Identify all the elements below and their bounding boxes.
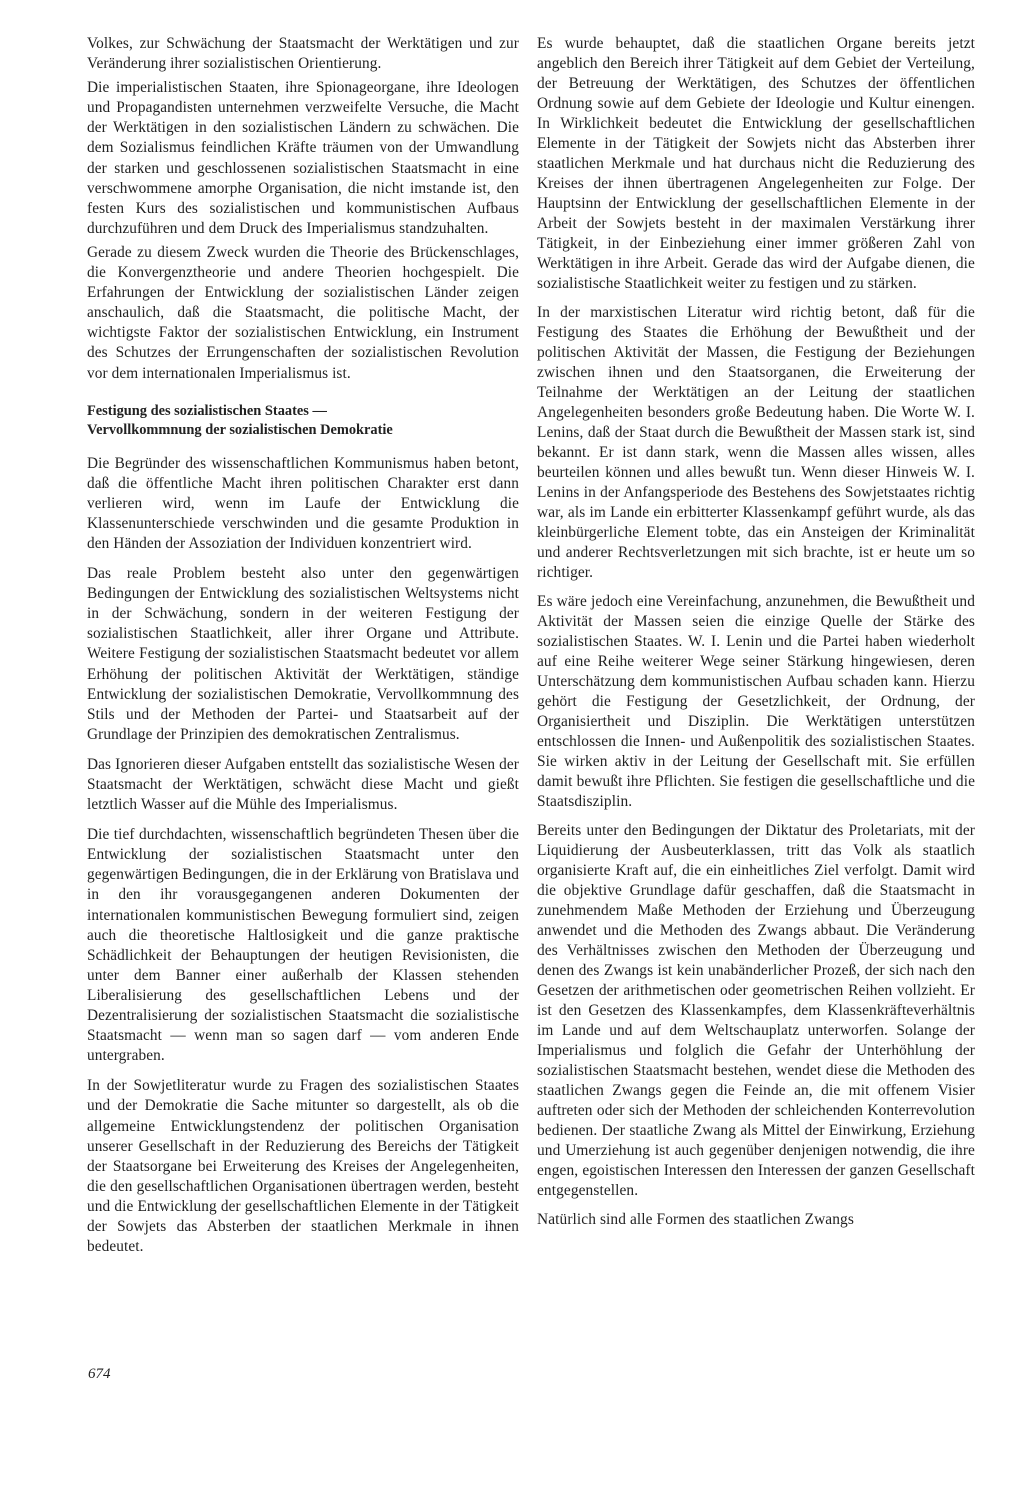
- paragraph: In der marxistischen Literatur wird richtig betont, daß für die Festigung des Staates die Erhöhung der Bewußtheit und der politischen Aktivität der Massen, die Festigung der Beziehungen zwischen ihnen und den Staatsorganen, die Erweiterung der Teilnahme der Werktätigen an der Leitung der staatlichen Angelegenheiten besonders große Bedeutung haben. Die Worte W. I. Lenins, daß der Staat durch die Bewußtheit der Massen stark ist, sind bekannt. Er ist dann stark, wenn die Massen alles wissen, alles beurteilen können und alles bewußt tun. Wenn dieser Hinweis W. I. Lenins in der Anfangsperiode des Bestehens des Sowjetstaates richtig war, als im Lande ein erbitterter Klassenkampf geführt wurde, als das kleinbürgerliche Element tobte, das ein Ansteigen der Kriminalität und anderer Rechtsverletzungen mit sich brachte, ist er heute um so richtiger.: [537, 304, 975, 581]
- paragraph: Gerade zu diesem Zweck wurden die Theorie des Brückenschlages, die Konvergenztheorie und andere Theorien hochgespielt. Die Erfahrungen der Entwicklung der sozialistischen Länder zeigen anschaulich, daß die Staatsmacht, die politische Macht, der wichtigste Faktor der sozialistischen Entwicklung, ein Instrument des Schutzes der Errungenschaften der sozialistischen Revolution vor dem internationalen Imperialismus ist.: [87, 243, 519, 382]
- section-heading-line-2: Vervollkommnung der sozialistischen Demokratie: [87, 421, 393, 438]
- paragraph: Die imperialistischen Staaten, ihre Spionageorgane, ihre Ideologen und Propagandisten unternehmen verzweifelte Versuche, die Macht der Werktätigen in den sozialistischen Ländern zu schwächen. Die dem Sozialismus feindlichen Kräfte träumen von der Umwandlung der starken und geschlossenen sozialistischen Staatsmacht in eine verschwommene amorphe Organisation, die nicht imstande ist, den festen Kurs des sozialistischen und kommunistischen Aufbaus durchzuführen und dem Druck des Imperialismus standzuhalten.: [87, 79, 519, 237]
- paragraph: Die tief durchdachten, wissenschaftlich begründeten Thesen über die Entwicklung der sozialistischen Staatsmacht unter den gegenwärtigen Bedingungen, die in der Erklärung von Bratislava und in den ihr vorausgegangenen anderen Dokumenten der internationalen kommunistischen Bewegung formuliert sind, zeigen auch die theoretische Haltlosigkeit und die ganze praktische Schädlichkeit der Behauptungen der heutigen Revisionisten, die unter dem Banner einer außerhalb der Klassen stehenden Liberalisierung des gesellschaftlichen Lebens und der Dezentralisierung der sozialistischen Staatsmacht die sozialistische Staatsmacht — wenn man so sagen darf — vom anderen Ende untergraben.: [87, 826, 519, 1065]
- left-column: [87, 34, 519, 1261]
- paragraph: Natürlich sind alle Formen des staatlichen Zwangs: [537, 1211, 854, 1228]
- paragraph: Es wäre jedoch eine Vereinfachung, anzunehmen, die Bewußtheit und Aktivität der Massen seien die einzige Quelle der Stärke des sozialistischen Staates. W. I. Lenin und die Partei haben wiederholt auf eine Reihe weiterer Wege seiner Stärkung hingewiesen, deren Unterschätzung dem kommunistischen Aufbau schaden kann. Hierzu gehört die Festigung der Gesetzlichkeit, der Ordnung, der Organisiertheit und Disziplin. Die Werktätigen unterstützen entschlossen die Innen- und Außenpolitik des sozialistischen Staates. Sie wirken aktiv in der Leitung der Gesellschaft mit. Sie erfüllen damit bewußt ihre Pflichten. Sie festigen die gesellschaftliche und die Staatsdisziplin.: [537, 593, 975, 810]
- paragraph: Es wurde behauptet, daß die staatlichen Organe bereits jetzt angeblich den Bereich ihrer Tätigkeit auf dem Gebiet der Verteilung, der Betreuung der Werktätigen, des Schutzes der öffentlichen Ordnung sowie auf dem Gebiete der Ideologie und Kultur einengen. In Wirklichkeit bedeutet die Entwicklung der gesellschaftlichen Elemente in der Tätigkeit der Sowjets nicht das Absterben ihrer staatlichen Merkmale und hat durchaus nicht die Reduzierung des Kreises der ihnen übertragenen Angelegenheiten zur Folge. Der Hauptsinn der Entwicklung der gesellschaftlichen Elemente in der Arbeit der Sowjets besteht in der maximalen Verstärkung ihrer Tätigkeit, in der Einbeziehung einer immer größeren Zahl von Werktätigen in ihre Arbeit. Gerade das wird der Aufgabe dienen, die sozialistische Staatlichkeit weiter zu festigen und zu stärken.: [537, 35, 975, 292]
- paragraph: Volkes, zur Schwächung der Staatsmacht der Werktätigen und zur Veränderung ihrer sozialistischen Orientierung.: [87, 35, 519, 73]
- section-heading: [87, 402, 519, 440]
- paragraph: Die Begründer des wissenschaftlichen Kommunismus haben betont, daß die öffentliche Macht ihren politischen Charakter erst dann verlieren wird, wenn im Laufe der Entwicklung die Klassenunterschiede verschwinden und die gesamte Produktion in den Händen der Assoziation der Individuen konzentriert wird.: [87, 454, 519, 552]
- paragraph: Bereits unter den Bedingungen der Diktatur des Proletariats, mit der Liquidierung der Ausbeuterklassen, tritt das Volk als staatlich organisierte Kraft auf, die ein einheitliches Ziel verfolgt. Damit wird die objektive Grundlage dafür geschaffen, daß die Staatsmacht in zunehmendem Maße Methoden der Erziehung und Überzeugung anwendet und die Methoden des Zwangs abbaut. Die Veränderung des Verhältnisses zwischen den Methoden der Überzeugung und denen des Zwangs ist kein unabänderlicher Prozeß, der sich nach den Gesetzen der arithmetischen oder geometrischen Reihen vollzieht. Er ist den Gesetzen des Klassenkampfes, dem Klassenkräfteverhältnis im Lande und auf dem Weltschauplatz unterworfen. Solange der Imperialismus und folglich die Gefahr der Unterhöhlung der sozialistischen Staatsmacht bestehen, wendet diese die Methoden des staatlichen Zwangs gegen die Feinde an, die mit offenem Visier auftreten oder sich der Methoden der schleichenden Konterrevolution bedienen. Der staatliche Zwang als Mittel der Einwirkung, Erziehung und Umerziehung ist auch gegenüber denjenigen notwendig, die ihre engen, egoistischen Interessen den Interessen der ganzen Gesellschaft entgegenstellen.: [537, 822, 975, 1199]
- section-heading-line-1: Festigung des sozialistischen Staates —: [87, 402, 327, 419]
- paragraph: Das reale Problem besteht also unter den gegenwärtigen Bedingungen der Entwicklung des sozialistischen Weltsystems nicht in der Schwächung, sondern in der weiteren Festigung der sozialistischen Staatlichkeit, aller ihrer Organe und Attribute. Weitere Festigung der sozialistischen Staatsmacht bedeutet vor allem Erhöhung der politischen Aktivität der Werktätigen, ständige Entwicklung der sozialistischen Demokratie, Vervollkommnung des Stils und der Methoden der Partei- und Staatsarbeit auf der Grundlage der Prinzipien des demokratischen Zentralismus.: [87, 565, 519, 743]
- page-number: 674: [88, 1366, 111, 1382]
- paragraph: Das Ignorieren dieser Aufgaben entstellt das sozialistische Wesen der Staatsmacht der Werktätigen, schwächt diese Macht und gießt letztlich Wasser auf die Mühle des Imperialismus.: [87, 755, 519, 814]
- right-column: [537, 34, 975, 1239]
- paragraph: In der Sowjetliteratur wurde zu Fragen des sozialistischen Staates und der Demokratie die Sache mitunter so dargestellt, als ob die allgemeine Entwicklungstendenz der politischen Organisation unserer Gesellschaft in der Reduzierung des Bereichs der Tätigkeit der Staatsorgane bei Erweiterung des Kreises der Angelegenheiten, die den gesellschaftlichen Organisationen übertragen werden, besteht und die Entwicklung der gesellschaftlichen Elemente in der Tätigkeit der Sowjets das Absterben der staatlichen Merkmale in ihnen bedeutet.: [87, 1077, 519, 1256]
